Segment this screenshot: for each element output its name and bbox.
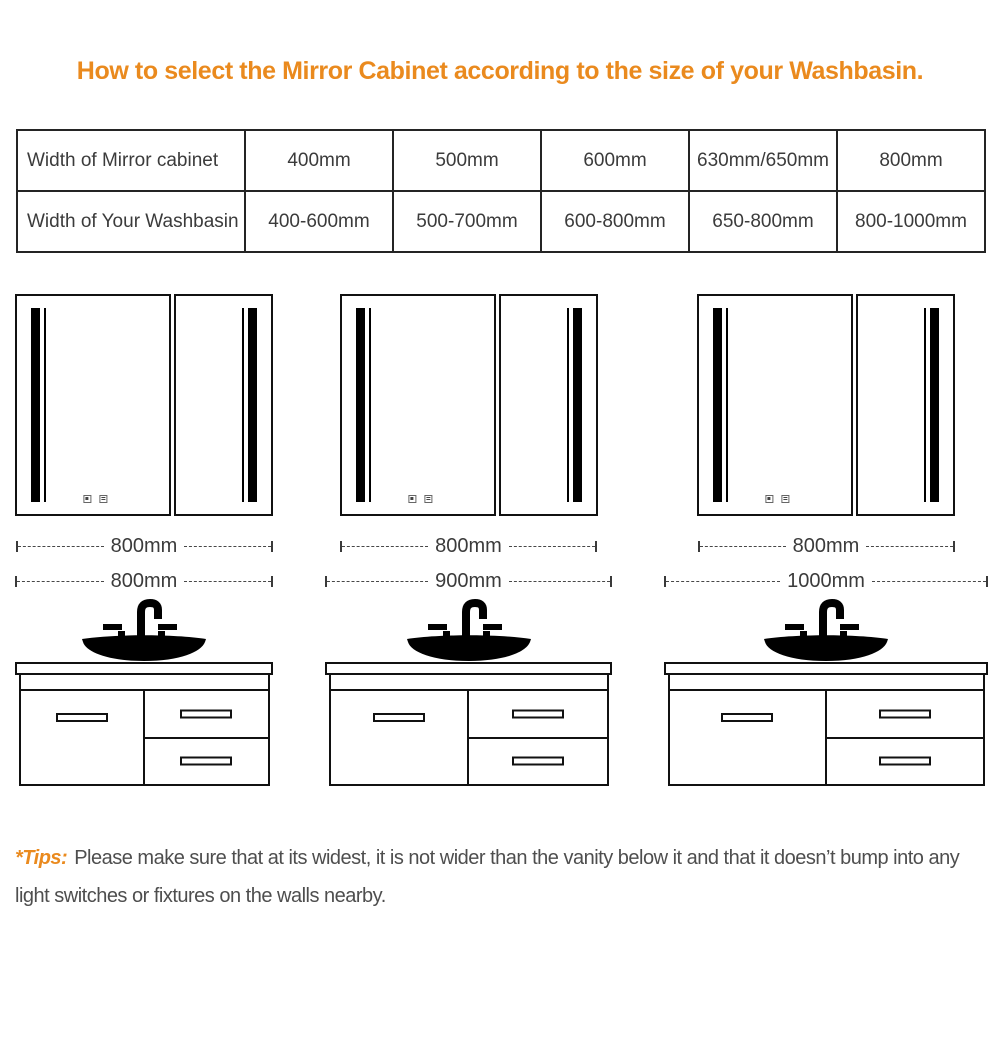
vanity-width-measure: [15, 568, 273, 594]
cabinet-width-label: 800mm: [435, 534, 502, 557]
table-cell: 600mm: [541, 130, 689, 191]
door-handle: [721, 713, 773, 722]
table-row-mirror-cabinet: [17, 130, 985, 191]
vanity-door: [331, 691, 470, 784]
mirror-cabinet-diagram: [697, 294, 955, 516]
measure-tick: [953, 541, 955, 552]
tips-note: [15, 839, 980, 915]
cabinet-width-measure: [340, 533, 597, 559]
vanity-body: [19, 675, 270, 786]
touch-controls: [408, 495, 432, 503]
size-group-900: [325, 294, 612, 786]
table-cell: 650-800mm: [689, 191, 837, 252]
measure-dash: [700, 546, 786, 547]
led-strip-line: [924, 308, 926, 502]
drawer-handle: [879, 757, 931, 766]
cabinet-left-door: [340, 294, 496, 516]
measure-dash: [509, 546, 595, 547]
row-header-washbasin: Width of Your Washbasin: [17, 191, 245, 252]
touch-power-icon: [408, 495, 416, 503]
cabinet-width-label: 800mm: [792, 534, 860, 557]
measure-dash: [18, 546, 104, 547]
measure-dash: [184, 581, 271, 582]
page-title: How to select the Mirror Cabinet according to the size of your Washbasin.: [76, 57, 924, 85]
measure-dash: [666, 581, 780, 582]
vanity-door: [670, 691, 827, 784]
measure-dash: [342, 546, 428, 547]
cabinet-width-label: 800mm: [110, 534, 178, 557]
touch-menu-icon: [99, 495, 107, 503]
tips-label: *Tips:: [15, 847, 68, 869]
vanity-drawer: [827, 691, 983, 739]
table-cell: 400-600mm: [245, 191, 393, 252]
measure-dash: [327, 581, 428, 582]
cabinet-right-door: [499, 294, 598, 516]
measure-dash: [509, 581, 610, 582]
vanity-countertop: [325, 662, 612, 675]
touch-menu-icon: [424, 495, 432, 503]
mirror-cabinet-diagram: [340, 294, 598, 516]
table-cell: 800mm: [837, 130, 985, 191]
led-strip-line: [726, 308, 728, 502]
led-light-strip: [31, 308, 40, 502]
touch-menu-icon: [781, 495, 789, 503]
vanity-drawer: [145, 691, 268, 739]
vanity-top-band: [670, 675, 983, 691]
drawer-handle: [512, 709, 564, 718]
led-light-strip: [573, 308, 582, 502]
table-cell: 500-700mm: [393, 191, 541, 252]
mirror-cabinet-diagram: [15, 294, 273, 516]
led-light-strip: [713, 308, 722, 502]
drawer-handle: [180, 709, 232, 718]
vanity-width-label: 800mm: [110, 569, 178, 592]
drawer-handle: [512, 757, 564, 766]
vanity-top-band: [331, 675, 607, 691]
measure-tick: [271, 576, 273, 587]
measure-tick: [986, 576, 988, 587]
size-group-1000: [664, 294, 988, 786]
led-light-strip: [248, 308, 257, 502]
touch-controls: [83, 495, 107, 503]
vanity-width-label: 1000mm: [787, 569, 865, 592]
diagram-groups: [15, 294, 1000, 786]
size-table: [16, 129, 986, 253]
touch-power-icon: [83, 495, 91, 503]
cabinet-right-door: [174, 294, 273, 516]
vanity-width-measure: [664, 568, 988, 594]
cabinet-width-measure: [16, 533, 273, 559]
measure-tick: [595, 541, 597, 552]
vanity-width-label: 900mm: [435, 569, 502, 592]
vanity-diagram: [664, 598, 988, 786]
measure-dash: [872, 581, 986, 582]
led-strip-line: [369, 308, 371, 502]
led-strip-line: [44, 308, 46, 502]
table-cell: 500mm: [393, 130, 541, 191]
led-strip-line: [242, 308, 244, 502]
led-strip-line: [567, 308, 569, 502]
vanity-body: [329, 675, 609, 786]
vanity-drawer: [469, 739, 606, 785]
led-light-strip: [930, 308, 939, 502]
washbasin-faucet-icon: [742, 598, 910, 662]
led-light-strip: [356, 308, 365, 502]
table-row-washbasin: [17, 191, 985, 252]
door-handle: [373, 713, 425, 722]
measure-dash: [17, 581, 104, 582]
vanity-countertop: [15, 662, 273, 675]
door-handle: [56, 713, 108, 722]
touch-controls: [765, 495, 789, 503]
washbasin-faucet-icon: [64, 598, 224, 662]
vanity-drawer: [469, 691, 606, 739]
vanity-drawer: [827, 739, 983, 785]
cabinet-left-door: [15, 294, 171, 516]
washbasin-faucet-icon: [389, 598, 549, 662]
drawer-handle: [180, 757, 232, 766]
vanity-countertop: [664, 662, 988, 675]
vanity-width-measure: [325, 568, 612, 594]
row-header-mirror-cabinet: Width of Mirror cabinet: [17, 130, 245, 191]
table-cell: 800-1000mm: [837, 191, 985, 252]
cabinet-width-measure: [698, 533, 955, 559]
size-group-800: [15, 294, 273, 786]
vanity-diagram: [325, 598, 612, 786]
mirror-cabinet-sizing-infographic: [0, 57, 1000, 915]
vanity-door: [21, 691, 145, 784]
drawer-handle: [879, 709, 931, 718]
table-cell: 400mm: [245, 130, 393, 191]
cabinet-right-door: [856, 294, 955, 516]
vanity-diagram: [15, 598, 273, 786]
vanity-drawer: [145, 739, 268, 785]
measure-tick: [271, 541, 273, 552]
vanity-top-band: [21, 675, 268, 691]
measure-dash: [866, 546, 952, 547]
vanity-body: [668, 675, 985, 786]
table-cell: 630mm/650mm: [689, 130, 837, 191]
measure-tick: [610, 576, 612, 587]
cabinet-left-door: [697, 294, 853, 516]
measure-dash: [184, 546, 270, 547]
tips-text: Please make sure that at its widest, it is not wider than the vanity below it and that it doesn’t bump into any light switches or fixtures on the walls nearby.: [15, 847, 960, 907]
touch-power-icon: [765, 495, 773, 503]
table-cell: 600-800mm: [541, 191, 689, 252]
